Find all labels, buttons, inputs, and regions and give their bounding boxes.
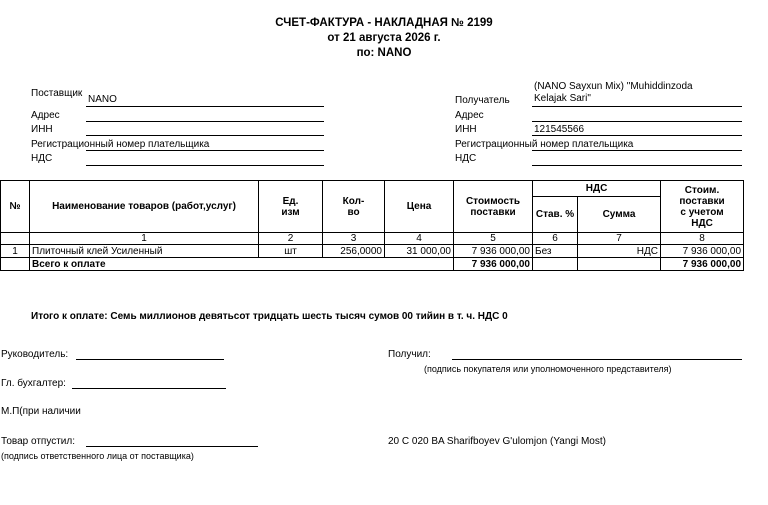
row-qty: 256,0000 — [323, 245, 385, 258]
header-vat-rate: Став. % — [533, 197, 578, 233]
total-cost: 7 936 000,00 — [454, 258, 533, 271]
header-total-line1: Стоим. — [684, 184, 720, 196]
received-caption: (подпись покупателя или уполномоченного представителя) — [424, 364, 672, 374]
proxy-text: 20 C 020 BA Sharifboyev G'ulomjon (Yangi Most) — [388, 436, 606, 447]
supplier-vat-line — [86, 165, 324, 166]
released-caption: (подпись ответственного лица от поставщика) — [1, 451, 194, 461]
header-cost — [454, 181, 533, 233]
col-number: 4 — [385, 233, 454, 245]
header-num: № — [1, 181, 30, 233]
col-number: 5 — [454, 233, 533, 245]
recipient-name-line — [532, 106, 742, 107]
total-in-words: Итого к оплате: Семь миллионов девятьсот тридцать шесть тысяч сумов 00 тийин в т. ч. НДС 0 — [31, 311, 508, 322]
header-cost-line1: Стоимость — [465, 195, 521, 207]
header-qty-line2: во — [347, 206, 360, 218]
recipient-reg-label: Регистрационный номер плательщика — [455, 139, 634, 150]
recipient-inn-line — [532, 135, 742, 136]
recipient-vat-label: НДС — [455, 153, 477, 164]
supplier-reg-line — [86, 150, 324, 151]
recipient-name-line1: (NANO Sayxun Mix) "Muhiddinzoda — [534, 81, 693, 92]
table-header-row — [1, 181, 744, 197]
col-number-empty — [1, 233, 30, 245]
header-price: Цена — [385, 181, 454, 233]
received-signature-line — [452, 359, 742, 360]
row-num: 1 — [1, 245, 30, 258]
total-label: Всего к оплате — [30, 258, 454, 271]
recipient-address-line — [532, 121, 742, 122]
col-number: 7 — [578, 233, 661, 245]
supplier-name-line — [86, 106, 324, 107]
document-contract: по: NANO — [356, 47, 412, 59]
accountant-label: Гл. бухгалтер: — [1, 378, 66, 389]
header-total-line4: НДС — [691, 217, 713, 229]
received-label: Получил: — [388, 349, 431, 360]
col-number: 3 — [323, 233, 385, 245]
header-unit-line1: Ед. — [282, 195, 299, 207]
supplier-address-line — [86, 121, 324, 122]
supplier-label: Поставщик — [31, 88, 83, 99]
header-vat: НДС — [533, 181, 661, 197]
header-cost-line2: поставки — [470, 206, 516, 218]
row-vat-rate: Без — [533, 245, 578, 258]
released-signature-line — [86, 446, 258, 447]
total-vat-sum — [578, 258, 661, 271]
total-sum: 7 936 000,00 — [661, 258, 744, 271]
supplier-name: NANO — [88, 94, 117, 105]
recipient-inn: 121545566 — [534, 124, 585, 135]
column-numbers-row — [1, 233, 744, 245]
invoice-table — [0, 180, 744, 271]
supplier-address-label: Адрес — [31, 110, 60, 121]
supplier-inn-label: ИНН — [31, 124, 53, 135]
head-signature-line — [76, 359, 224, 360]
header-name: Наименование товаров (работ,услуг) — [30, 181, 259, 233]
header-qty — [323, 181, 385, 233]
col-number: 6 — [533, 233, 578, 245]
supplier-vat-label: НДС — [31, 153, 53, 164]
stamp-label: М.П(при наличии — [1, 406, 81, 417]
col-number: 8 — [661, 233, 744, 245]
recipient-address-label: Адрес — [455, 110, 484, 121]
recipient-reg-line — [532, 150, 742, 151]
header-qty-line1: Кол- — [342, 195, 365, 207]
row-cost: 7 936 000,00 — [454, 245, 533, 258]
recipient-name-line2: Kelajak Sari" — [534, 93, 591, 104]
row-vat-sum: НДС — [578, 245, 661, 258]
released-label: Товар отпустил: — [1, 436, 75, 447]
header-unit — [259, 181, 323, 233]
recipient-inn-label: ИНН — [455, 124, 477, 135]
header-total — [661, 181, 744, 233]
document-date: от 21 августа 2026 г. — [327, 32, 441, 44]
total-vat-rate — [533, 258, 578, 271]
total-row — [1, 258, 744, 271]
accountant-signature-line — [72, 388, 226, 389]
supplier-inn-line — [86, 135, 324, 136]
recipient-label: Получатель — [455, 95, 510, 106]
supplier-reg-label: Регистрационный номер плательщика — [31, 139, 210, 150]
header-total-line2: поставки — [679, 195, 725, 207]
recipient-vat-line — [532, 165, 742, 166]
table-row — [1, 245, 744, 258]
row-unit: шт — [259, 245, 323, 258]
header-total-line3: с учетом — [680, 206, 724, 218]
document-title: СЧЕТ-ФАКТУРА - НАКЛАДНАЯ № 2199 — [275, 17, 493, 29]
col-number: 2 — [259, 233, 323, 245]
row-name: Плиточный клей Усиленный — [30, 245, 259, 258]
row-total: 7 936 000,00 — [661, 245, 744, 258]
header-vat-sum: Сумма — [578, 197, 661, 233]
head-label: Руководитель: — [1, 349, 69, 360]
header-unit-line2: изм — [281, 206, 300, 218]
col-number: 1 — [30, 233, 259, 245]
row-price: 31 000,00 — [385, 245, 454, 258]
total-empty — [1, 258, 30, 271]
